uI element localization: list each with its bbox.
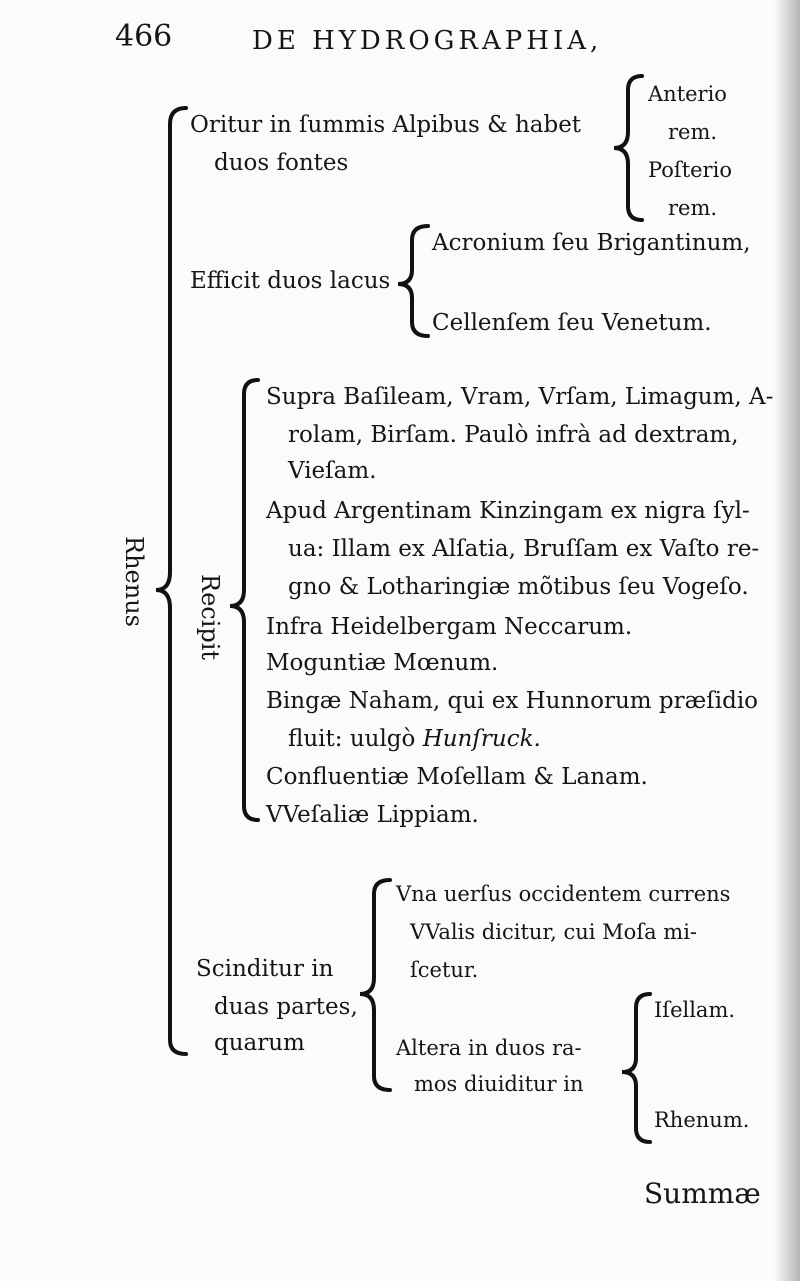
recipit-item1-line3: Vieſam. bbox=[288, 458, 377, 484]
fons-posterior-line2: rem. bbox=[668, 196, 718, 220]
fons-anterior-line1: Anterio bbox=[648, 82, 727, 106]
recipit-item6: Confluentiæ Moſellam & Lanam. bbox=[266, 764, 648, 790]
pars-una-line2: VValis dicitur, cui Moſa mi- bbox=[410, 920, 698, 944]
running-head: DE HYDROGRAPHIA, bbox=[252, 26, 603, 56]
page-edge-shadow bbox=[774, 0, 800, 1281]
recipit-item1-line1: Supra Baſileam, Vram, Vrſam, Limagum, A- bbox=[266, 384, 774, 410]
scinditur-label-line2: duas partes, bbox=[214, 994, 358, 1020]
oritur-text-line2: duos fontes bbox=[214, 150, 349, 176]
fons-posterior-line1: Poſterio bbox=[648, 158, 732, 182]
recipit-item5-line2-roman: fluit: uulgò bbox=[288, 726, 416, 752]
recipit-label: Recipit bbox=[196, 574, 224, 661]
scinditur-label-line1: Scinditur in bbox=[196, 956, 334, 982]
lacus-cellensem: Cellenſem ſeu Venetum. bbox=[432, 310, 712, 336]
root-label-rhenus: Rhenus bbox=[120, 536, 148, 627]
lacus-acronium: Acronium ſeu Brigantinum, bbox=[432, 230, 751, 256]
ramus-isellam: Iſellam. bbox=[654, 998, 736, 1022]
recipit-item2-line1: Apud Argentinam Kinzingam ex nigra ſyl- bbox=[266, 498, 750, 524]
pars-una-line3: ſcetur. bbox=[410, 958, 479, 982]
rami-brace bbox=[622, 994, 650, 1142]
efficit-label: Efficit duos lacus bbox=[190, 268, 391, 294]
oritur-text-line1: Oritur in ſummis Alpibus & habet bbox=[190, 112, 582, 138]
recipit-item5-line2 bbox=[288, 728, 541, 751]
recipit-item2-line3: gno & Lotharingiæ mõtibus ſeu Vogeſo. bbox=[288, 574, 749, 600]
recipit-item5-line1: Bingæ Naham, qui ex Hunnorum præſidio bbox=[266, 688, 759, 714]
scinditur-brace bbox=[360, 880, 390, 1090]
pars-altera-line1: Altera in duos ra- bbox=[396, 1036, 582, 1060]
recipit-item2-line2: ua: Illam ex Alſatia, Bruſſam ex Vaſto re- bbox=[288, 536, 760, 562]
recipit-item5-line2-italic: Hunſruck. bbox=[422, 726, 541, 752]
catchword: Summæ bbox=[644, 1177, 761, 1210]
recipit-brace bbox=[230, 380, 258, 820]
pars-altera-line2: mos diuiditur in bbox=[414, 1072, 584, 1096]
page-number: 466 bbox=[115, 19, 173, 54]
lacus-brace bbox=[398, 226, 428, 336]
recipit-item3: Infra Heidelbergam Neccarum. bbox=[266, 614, 633, 640]
fontes-brace bbox=[614, 76, 642, 220]
recipit-item1-line2: rolam, Birſam. Paulò infrà ad dextram, bbox=[288, 422, 739, 448]
fons-anterior-line2: rem. bbox=[668, 120, 718, 144]
recipit-item4: Moguntiæ Mœnum. bbox=[266, 650, 499, 676]
recipit-item7: VVeſaliæ Lippiam. bbox=[266, 802, 479, 828]
ramus-rhenum: Rhenum. bbox=[654, 1108, 750, 1132]
rhenus-brace bbox=[156, 108, 186, 1054]
scinditur-label-line3: quarum bbox=[214, 1030, 305, 1056]
pars-una-line1: Vna uerſus occidentem currens bbox=[396, 882, 731, 906]
